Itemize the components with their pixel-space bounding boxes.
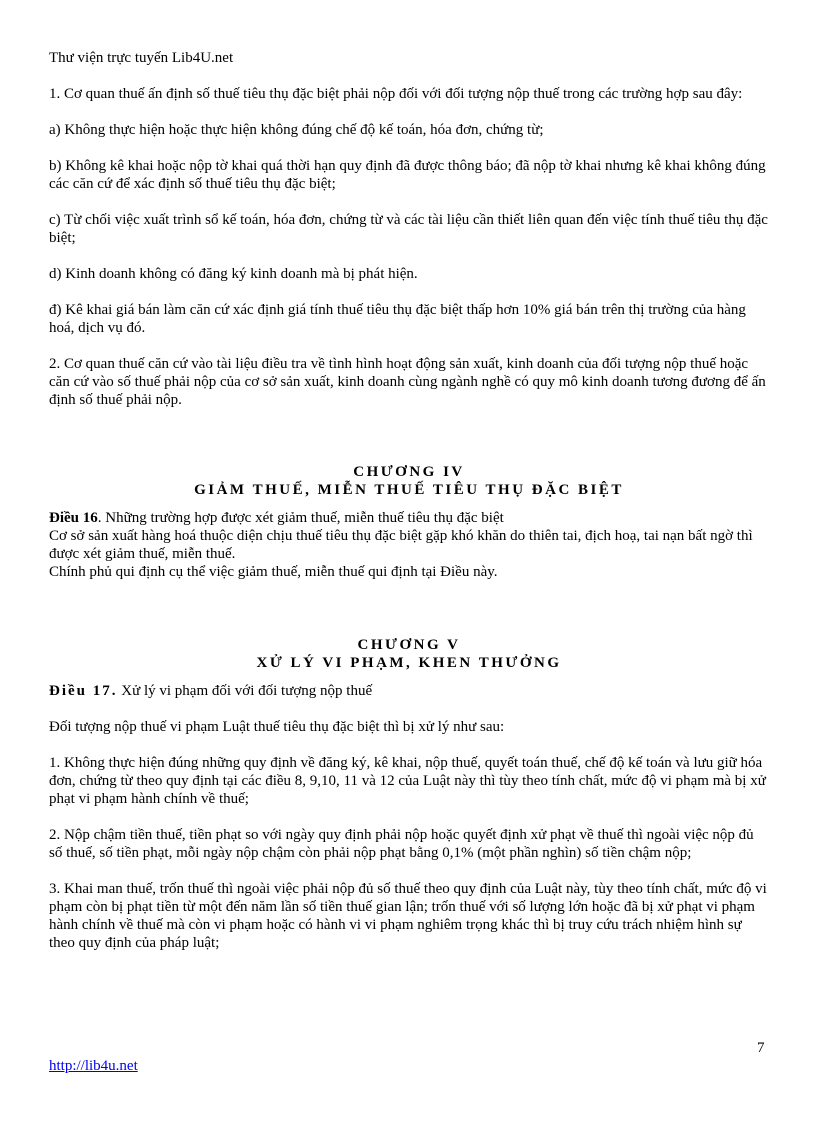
paragraph-item-c: c) Từ chối việc xuất trình sổ kế toán, hóa đơn, chứng từ và các tài liệu cần thiết liên quan đến việc tính thuế tiêu thụ đặc biệt; (49, 212, 768, 246)
article-17-item-1: 1. Không thực hiện đúng những quy định về đăng ký, kê khai, nộp thuế, quyết toán thuế, chế độ kế toán và lưu giữ hóa đơn, chứng từ theo quy định tại các điều 8, 9,10, 11 và 12 của Luật này thì tùy theo tính chất, mức độ vi phạm mà bị xử phạt vi phạm hành chính về thuế; (49, 755, 766, 807)
paragraph-item-d: d) Kinh doanh không có đăng ký kinh doanh mà bị phát hiện. (49, 266, 418, 282)
paragraph-assessment-basis: 2. Cơ quan thuế căn cứ vào tài liệu điều tra về tình hình hoạt động sản xuất, kinh doanh của đối tượng nộp thuế hoặc căn cứ vào số thuế phải nộp của cơ sở sản xuất, kinh doanh cùng ngành nghề có quy mô kinh doanh tương đương để ấn định số thuế phải nộp. (49, 356, 766, 408)
footer-website-link[interactable]: http://lib4u.net (49, 1058, 138, 1074)
article-17-heading (49, 682, 769, 700)
paragraph-assessment-intro: 1. Cơ quan thuế ấn định số thuế tiêu thụ đặc biệt phải nộp đối với đối tượng nộp thuế trong các trường hợp sau đây: (49, 86, 743, 102)
header-site-title: Thư viện trực tuyến Lib4U.net (49, 50, 234, 66)
article-17-item-2: 2. Nộp chậm tiền thuế, tiền phạt so với ngày quy định phải nộp hoặc quyết định xử phạt về thuế thì ngoài việc nộp đủ số thuế, số tiền phạt, mỗi ngày nộp chậm còn phải nộp phạt bằng 0,1% (một phần nghìn) số tiền chậm nộp; (49, 827, 754, 861)
chapter-4-number: CHƯƠNG IV (353, 464, 465, 480)
article-16-line-1: Cơ sở sản xuất hàng hoá thuộc diện chịu thuế tiêu thụ đặc biệt gặp khó khăn do thiên tai, địch hoạ, tai nạn bất ngờ thì được xét giảm thuế, miễn thuế. (49, 528, 753, 562)
chapter-5-number: CHƯƠNG V (357, 637, 461, 653)
article-17-item-3: 3. Khai man thuế, trốn thuế thì ngoài việc phải nộp đủ số thuế theo quy định của Luật này, tùy theo tính chất, mức độ vi phạm còn bị phạt tiền từ một đến năm lần số tiền thuế gian lận; trốn thuế với số lượng lớn hoặc đã bị xử phạt vi phạm hành chính về thuế mà còn vi phạm hoặc có hành vi vi phạm nghiêm trọng khác thì bị truy cứu trách nhiệm hình sự theo quy định của pháp luật; (49, 881, 767, 951)
paragraph-item-b: b) Không kê khai hoặc nộp tờ khai quá thời hạn quy định đã được thông báo; đã nộp tờ khai nhưng kê khai không đúng các căn cứ để xác định số thuế tiêu thụ đặc biệt; (49, 158, 766, 192)
page-number: 7 (757, 1040, 765, 1056)
article-17-intro: Đối tượng nộp thuế vi phạm Luật thuế tiêu thụ đặc biệt thì bị xử lý như sau: (49, 719, 505, 735)
article-16-line-2: Chính phủ qui định cụ thể việc giảm thuế, miễn thuế qui định tại Điều này. (49, 564, 498, 580)
article-17-label: Điều 17. (49, 683, 118, 699)
article-16-label: Điều 16 (49, 510, 98, 526)
article-16-heading (49, 509, 769, 527)
paragraph-item-dd: đ) Kê khai giá bán làm căn cứ xác định giá tính thuế tiêu thụ đặc biệt thấp hơn 10% giá bán trên thị trường của hàng hoá, dịch vụ đó. (49, 302, 746, 336)
chapter-5-title: XỬ LÝ VI PHẠM, KHEN THƯỞNG (256, 655, 562, 671)
paragraph-item-a: a) Không thực hiện hoặc thực hiện không đúng chế độ kế toán, hóa đơn, chứng từ; (49, 122, 544, 138)
chapter-4-title: GIẢM THUẾ, MIỄN THUẾ TIÊU THỤ ĐẶC BIỆT (194, 482, 624, 498)
article-16-title: . Những trường hợp được xét giảm thuế, miễn thuế tiêu thụ đặc biệt (97, 510, 504, 526)
document-page (49, 49, 769, 970)
article-17-title: Xử lý vi phạm đối với đối tượng nộp thuế (117, 683, 373, 699)
